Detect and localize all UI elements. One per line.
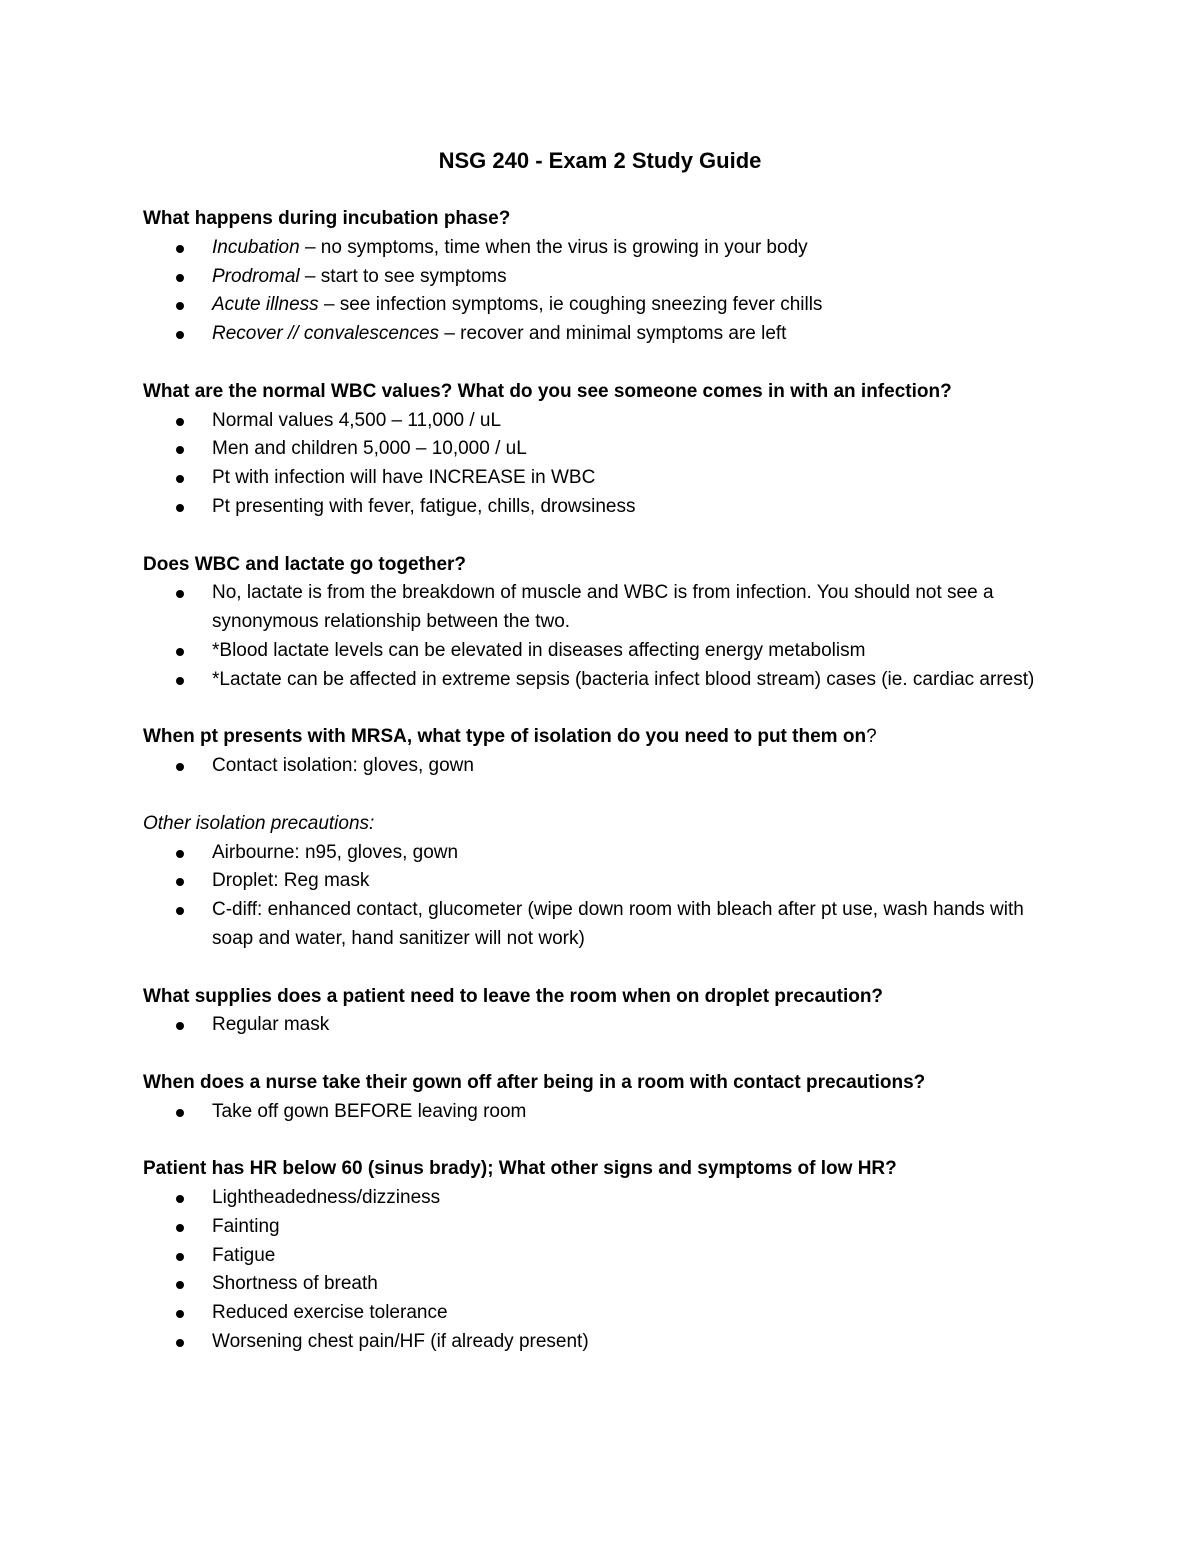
phase-description: – see infection symptoms, ie coughing sneezing fever chills <box>318 294 823 316</box>
phase-term: Incubation <box>212 236 300 258</box>
list-item: *Lactate can be affected in extreme sepsis (bacteria infect blood stream) cases (ie. cardiac arrest) <box>212 666 1063 695</box>
section-question: Patient has HR below 60 (sinus brady); What other signs and symptoms of low HR? <box>143 1158 897 1180</box>
list-item: Pt presenting with fever, fatigue, chills, drowsiness <box>212 493 1063 522</box>
bullet-list <box>143 579 1063 694</box>
list-item: Fatigue <box>212 1242 1063 1271</box>
section-question: What are the normal WBC values? What do you see someone comes in with an infection? <box>143 380 952 402</box>
bullet-list <box>143 1011 1063 1040</box>
phase-term: Recover // convalescences <box>212 323 440 345</box>
section-subheading: Other isolation precautions: <box>143 812 375 834</box>
phase-description: – no symptoms, time when the virus is growing in your body <box>299 236 808 258</box>
phase-term: Prodromal <box>212 265 300 287</box>
list-item <box>212 234 1063 263</box>
section-question: What happens during incubation phase? <box>143 208 511 229</box>
section-question: When does a nurse take their gown off after being in a room with contact precautions? <box>143 1071 926 1093</box>
list-item: Worsening chest pain/HF (if already present) <box>212 1328 1063 1357</box>
list-item: Reduced exercise tolerance <box>212 1299 1063 1328</box>
section-question: Does WBC and lactate go together? <box>143 553 467 575</box>
list-item: Pt with infection will have INCREASE in WBC <box>212 464 1063 493</box>
list-item: C-diff: enhanced contact, glucometer (wipe down room with bleach after pt use, wash hands with soap and water, hand sanitizer will not work) <box>212 896 1063 954</box>
list-item <box>212 263 1063 292</box>
phase-description: – start to see symptoms <box>299 265 507 287</box>
section-question <box>143 723 1063 752</box>
page-title: NSG 240 - Exam 2 Study Guide <box>438 148 762 173</box>
bullet-list <box>143 752 1063 781</box>
list-item: Lightheadedness/dizziness <box>212 1184 1063 1213</box>
list-item: Regular mask <box>212 1011 1063 1040</box>
list-item: Fainting <box>212 1213 1063 1242</box>
list-item <box>212 320 1063 349</box>
list-item <box>212 291 1063 320</box>
bullet-list <box>143 1184 1063 1357</box>
bullet-list <box>143 234 1063 349</box>
section-question: What supplies does a patient need to leave the room when on droplet precaution? <box>143 985 884 1007</box>
phase-term: Acute illness <box>212 294 319 316</box>
question-mark: ? <box>866 726 877 748</box>
list-item: No, lactate is from the breakdown of muscle and WBC is from infection. You should not see a synonymous relationship between the two. <box>212 579 1063 637</box>
list-item: *Blood lactate levels can be elevated in diseases affecting energy metabolism <box>212 637 1063 666</box>
list-item: Normal values 4,500 – 11,000 / uL <box>212 407 1063 436</box>
list-item: Shortness of breath <box>212 1270 1063 1299</box>
bullet-list <box>143 407 1063 522</box>
list-item: Droplet: Reg mask <box>212 867 1063 896</box>
study-guide-content <box>143 205 1063 1386</box>
list-item: Take off gown BEFORE leaving room <box>212 1098 1063 1127</box>
list-item: Contact isolation: gloves, gown <box>212 752 1063 781</box>
list-item: Airbourne: n95, gloves, gown <box>212 839 1063 868</box>
bullet-list <box>143 839 1063 954</box>
list-item: Men and children 5,000 – 10,000 / uL <box>212 435 1063 464</box>
phase-description: – recover and minimal symptoms are left <box>439 323 787 345</box>
question-text: When pt presents with MRSA, what type of isolation do you need to put them on <box>143 726 867 748</box>
bullet-list <box>143 1098 1063 1127</box>
